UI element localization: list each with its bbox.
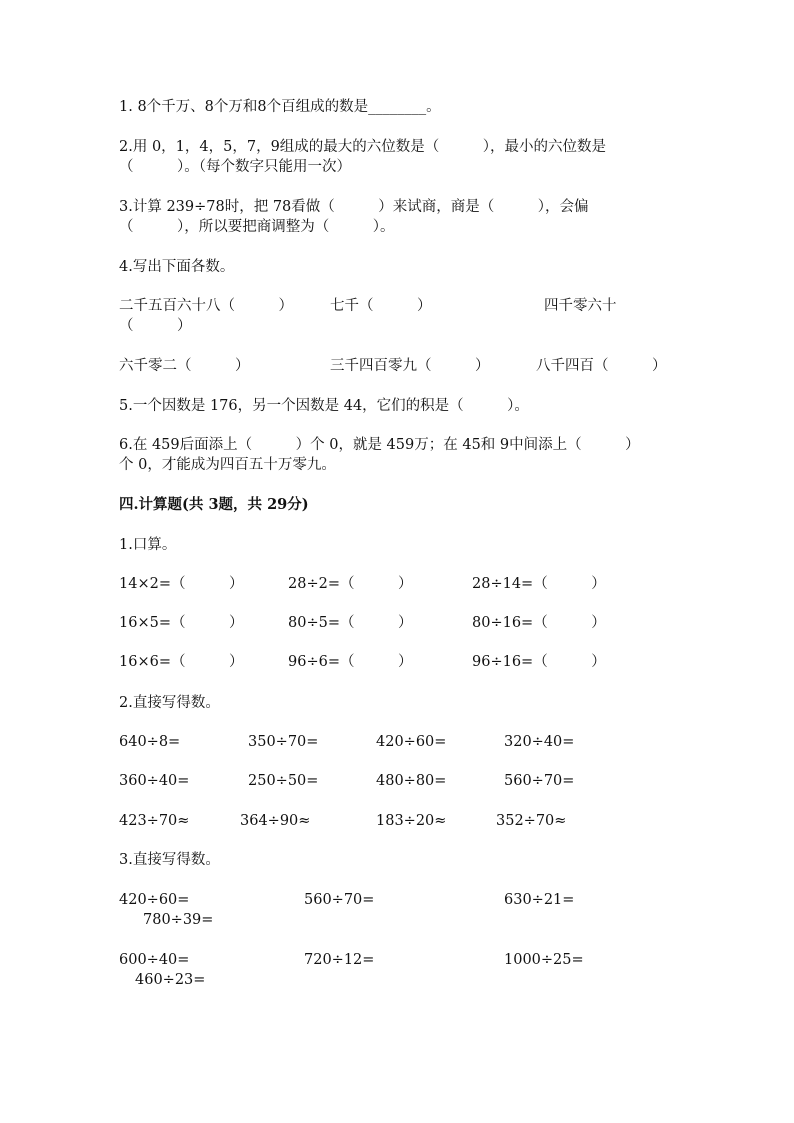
question-6-line-1: 6.在 459后面添上（ ）个 0，就是 459万；在 45和 9中间添上（ ） (119, 437, 640, 453)
direct-calc-item: 420÷60= (376, 734, 447, 750)
oral-calc-item: 96÷6=（ ） (288, 654, 413, 670)
q4-item: 二千五百六十八（ ） (119, 298, 293, 314)
oral-calc-item: 28÷2=（ ） (288, 576, 413, 592)
direct-calc-item: 560÷70= (304, 892, 375, 908)
q4-item: 七千（ ） (330, 298, 432, 314)
oral-calc-item: 14×2=（ ） (119, 576, 244, 592)
question-3-line-2: （ ），所以要把商调整为（ ）。 (119, 219, 395, 235)
question-6-line-2: 个 0，才能成为四百五十万零九。 (119, 457, 336, 473)
direct-calc-item: 480÷80= (376, 773, 447, 789)
question-3-line-1: 3.计算 239÷78时，把 78看做（ ）来试商，商是（ ），会偏 (119, 199, 589, 215)
direct-calc-item: 1000÷25= (504, 952, 584, 968)
q4-item: 四千零六十 (544, 298, 617, 314)
section-heading: 四.计算题(共 3题，共 29分) (119, 496, 309, 513)
direct-calc-item: 350÷70= (248, 734, 319, 750)
oral-calc-item: 80÷5=（ ） (288, 615, 413, 631)
direct-calc-item: 720÷12= (304, 952, 375, 968)
oral-calc-item: 16×6=（ ） (119, 654, 244, 670)
oral-calc-item: 80÷16=（ ） (472, 615, 606, 631)
direct-calc-item: 460÷23= (135, 972, 206, 988)
direct-calc-item: 364÷90≈ (240, 813, 311, 829)
q4-item: 六千零二（ ） (119, 358, 250, 374)
direct-calc-item: 360÷40= (119, 773, 190, 789)
direct-calc-item: 780÷39= (143, 912, 214, 928)
question-4: 4.写出下面各数。 (119, 259, 235, 275)
oral-calc-item: 28÷14=（ ） (472, 576, 606, 592)
direct-calc-item: 423÷70≈ (119, 813, 190, 829)
q4-item: 三千四百零九（ ） (330, 358, 490, 374)
direct-calc-item: 420÷60= (119, 892, 190, 908)
question-1: 1. 8个千万、8个万和8个百组成的数是________。 (119, 99, 441, 115)
direct-calc-item: 352÷70≈ (496, 813, 567, 829)
oral-calc-item: 96÷16=（ ） (472, 654, 606, 670)
question-2-line-2: （ ）。（每个数字只能用一次） (119, 159, 351, 175)
part-2-title: 2.直接写得数。 (119, 695, 220, 711)
direct-calc-item: 250÷50= (248, 773, 319, 789)
direct-calc-item: 183÷20≈ (376, 813, 447, 829)
oral-calc-item: 16×5=（ ） (119, 615, 244, 631)
question-5: 5.一个因数是 176，另一个因数是 44，它们的积是（ ）。 (119, 398, 529, 414)
part-3-title: 3.直接写得数。 (119, 852, 220, 868)
q4-item: （ ） (119, 318, 192, 334)
question-2-line-1: 2.用 0，1，4，5，7，9组成的最大的六位数是（ ），最小的六位数是 (119, 139, 607, 155)
direct-calc-item: 640÷8= (119, 734, 181, 750)
part-1-title: 1.口算。 (119, 537, 177, 553)
direct-calc-item: 630÷21= (504, 892, 575, 908)
direct-calc-item: 600÷40= (119, 952, 190, 968)
direct-calc-item: 320÷40= (504, 734, 575, 750)
q4-item: 八千四百（ ） (536, 358, 667, 374)
direct-calc-item: 560÷70= (504, 773, 575, 789)
